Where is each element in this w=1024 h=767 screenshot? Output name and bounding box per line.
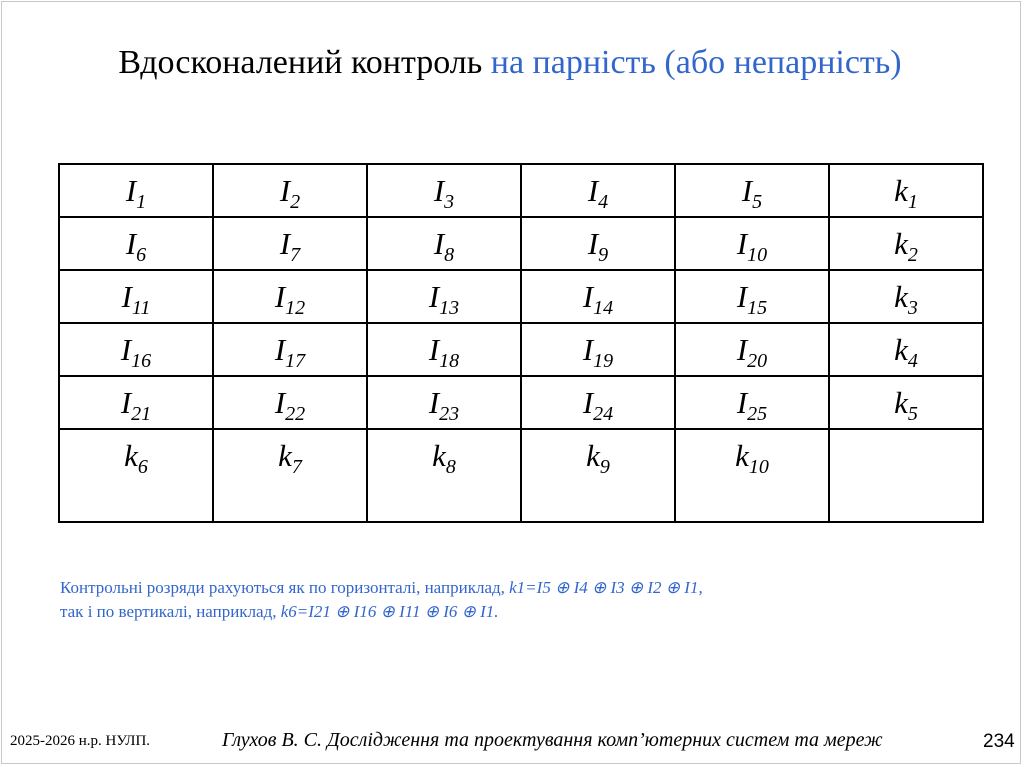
cell-symbol: I bbox=[582, 384, 594, 420]
table-cell bbox=[521, 164, 675, 217]
page-number: 234 bbox=[983, 731, 1015, 752]
note-line-1-formula: k1=I5 ⊕ I4 ⊕ I3 ⊕ I2 ⊕ I1, bbox=[509, 578, 703, 597]
table-cell bbox=[829, 270, 983, 323]
table-row bbox=[59, 376, 983, 429]
cell-symbol: I bbox=[279, 172, 291, 208]
table-cell bbox=[521, 323, 675, 376]
explanation-note bbox=[60, 576, 960, 624]
note-line-2-formula: k6=I21 ⊕ I16 ⊕ I11 ⊕ I6 ⊕ I1. bbox=[280, 602, 499, 621]
table-cell bbox=[829, 164, 983, 217]
title-part-1: Вдосконалений контроль bbox=[118, 44, 491, 81]
table-cell bbox=[367, 270, 521, 323]
cell-symbol: I bbox=[125, 225, 137, 261]
table-cell bbox=[213, 270, 367, 323]
table-cell bbox=[59, 376, 213, 429]
table-cell bbox=[829, 217, 983, 270]
cell-index: 15 bbox=[747, 296, 768, 319]
cell-symbol: k bbox=[432, 438, 446, 473]
cell-index: 6 bbox=[137, 456, 148, 478]
cell-index: 24 bbox=[593, 402, 614, 425]
table-cell bbox=[829, 323, 983, 376]
table-cell bbox=[59, 429, 213, 522]
table-cell bbox=[521, 429, 675, 522]
cell-index: 4 bbox=[598, 190, 609, 213]
cell-index: 5 bbox=[907, 402, 918, 425]
cell-symbol: I bbox=[736, 278, 748, 314]
table-cell bbox=[367, 217, 521, 270]
table-cell bbox=[59, 164, 213, 217]
footer-course-title: Глухов В. С. Дослідження та проектування комп’ютерних систем та мереж bbox=[222, 729, 883, 751]
cell-index: 6 bbox=[136, 243, 147, 266]
cell-index: 19 bbox=[593, 349, 614, 372]
table-row bbox=[59, 270, 983, 323]
cell-symbol: I bbox=[120, 384, 132, 420]
cell-index: 14 bbox=[593, 296, 614, 319]
table-cell bbox=[213, 376, 367, 429]
slide-title bbox=[60, 40, 960, 86]
cell-index: 5 bbox=[752, 190, 763, 213]
cell-index: 10 bbox=[747, 243, 768, 266]
table-row bbox=[59, 323, 983, 376]
cell-index: 13 bbox=[439, 296, 460, 319]
cell-symbol: k bbox=[894, 384, 908, 420]
cell-symbol: k bbox=[735, 438, 749, 473]
cell-index: 8 bbox=[445, 456, 456, 478]
cell-symbol: I bbox=[120, 331, 132, 367]
cell-index: 12 bbox=[285, 296, 306, 319]
cell-symbol: k bbox=[894, 172, 908, 208]
cell-index: 22 bbox=[285, 402, 306, 425]
cell-index: 3 bbox=[907, 296, 918, 319]
cell-index: 8 bbox=[444, 243, 455, 266]
note-line-2 bbox=[60, 600, 960, 624]
table-cell bbox=[675, 270, 829, 323]
cell-symbol: I bbox=[274, 331, 286, 367]
table-cell bbox=[59, 323, 213, 376]
cell-index: 9 bbox=[599, 456, 610, 478]
cell-symbol: I bbox=[428, 331, 440, 367]
cell-symbol: I bbox=[274, 384, 286, 420]
table-cell bbox=[367, 429, 521, 522]
cell-symbol: k bbox=[894, 225, 908, 261]
cell-symbol: I bbox=[433, 225, 445, 261]
table-cell bbox=[213, 323, 367, 376]
footer-academic-year: 2025-2026 н.р. НУЛП. bbox=[10, 733, 151, 749]
table-cell bbox=[521, 217, 675, 270]
table-cell bbox=[59, 217, 213, 270]
table-cell bbox=[829, 429, 983, 522]
table-cell bbox=[213, 217, 367, 270]
cell-symbol: k bbox=[278, 438, 292, 473]
table-cell bbox=[59, 270, 213, 323]
cell-symbol: I bbox=[582, 331, 594, 367]
table-cell bbox=[367, 164, 521, 217]
cell-symbol: I bbox=[736, 225, 748, 261]
table-cell bbox=[367, 376, 521, 429]
table-cell bbox=[213, 164, 367, 217]
cell-symbol: I bbox=[428, 384, 440, 420]
cell-index: 1 bbox=[907, 190, 918, 213]
cell-index: 23 bbox=[439, 402, 460, 425]
cell-index: 21 bbox=[131, 402, 152, 425]
cell-index: 11 bbox=[131, 296, 151, 319]
table-row bbox=[59, 429, 983, 522]
cell-symbol: I bbox=[121, 278, 132, 314]
table-cell bbox=[675, 429, 829, 522]
table-cell bbox=[367, 323, 521, 376]
table-cell bbox=[829, 376, 983, 429]
cell-index: 1 bbox=[136, 190, 147, 213]
cell-index: 18 bbox=[439, 349, 460, 372]
title-part-2: на парність (або непарність) bbox=[490, 44, 902, 81]
cell-symbol: I bbox=[587, 225, 599, 261]
parity-table bbox=[58, 163, 984, 523]
table-cell bbox=[675, 323, 829, 376]
cell-index: 9 bbox=[598, 243, 609, 266]
cell-symbol: k bbox=[586, 438, 600, 473]
cell-index: 16 bbox=[131, 349, 152, 372]
table-row bbox=[59, 217, 983, 270]
table-cell bbox=[521, 270, 675, 323]
cell-symbol: I bbox=[433, 172, 445, 208]
cell-symbol: I bbox=[587, 172, 599, 208]
table-cell bbox=[521, 376, 675, 429]
cell-index: 2 bbox=[907, 243, 918, 266]
cell-symbol: I bbox=[428, 278, 440, 314]
cell-index: 17 bbox=[285, 349, 306, 372]
table-cell bbox=[675, 164, 829, 217]
cell-index: 20 bbox=[747, 349, 768, 372]
cell-symbol: I bbox=[736, 331, 748, 367]
table-row bbox=[59, 164, 983, 217]
cell-index: 4 bbox=[907, 349, 918, 372]
cell-symbol: I bbox=[741, 172, 753, 208]
cell-symbol: I bbox=[582, 278, 594, 314]
table-cell bbox=[675, 217, 829, 270]
cell-symbol: I bbox=[125, 172, 137, 208]
note-line-2-text: так і по вертикалі, наприклад, bbox=[60, 602, 281, 621]
cell-symbol: k bbox=[894, 331, 908, 367]
table-cell bbox=[675, 376, 829, 429]
cell-index: 10 bbox=[748, 456, 769, 478]
cell-index: 25 bbox=[747, 402, 768, 425]
cell-index: 3 bbox=[444, 190, 455, 213]
cell-symbol: k bbox=[124, 438, 138, 473]
cell-symbol: k bbox=[894, 278, 908, 314]
cell-index: 7 bbox=[290, 243, 301, 266]
cell-index: 7 bbox=[291, 456, 302, 478]
table-cell bbox=[213, 429, 367, 522]
cell-symbol: I bbox=[279, 225, 291, 261]
note-line-1-text: Контрольні розряди рахуються як по горизонталі, наприклад, bbox=[60, 578, 510, 597]
cell-symbol: I bbox=[736, 384, 748, 420]
cell-symbol: I bbox=[274, 278, 286, 314]
note-line-1 bbox=[60, 576, 960, 600]
cell-index: 2 bbox=[290, 190, 301, 213]
